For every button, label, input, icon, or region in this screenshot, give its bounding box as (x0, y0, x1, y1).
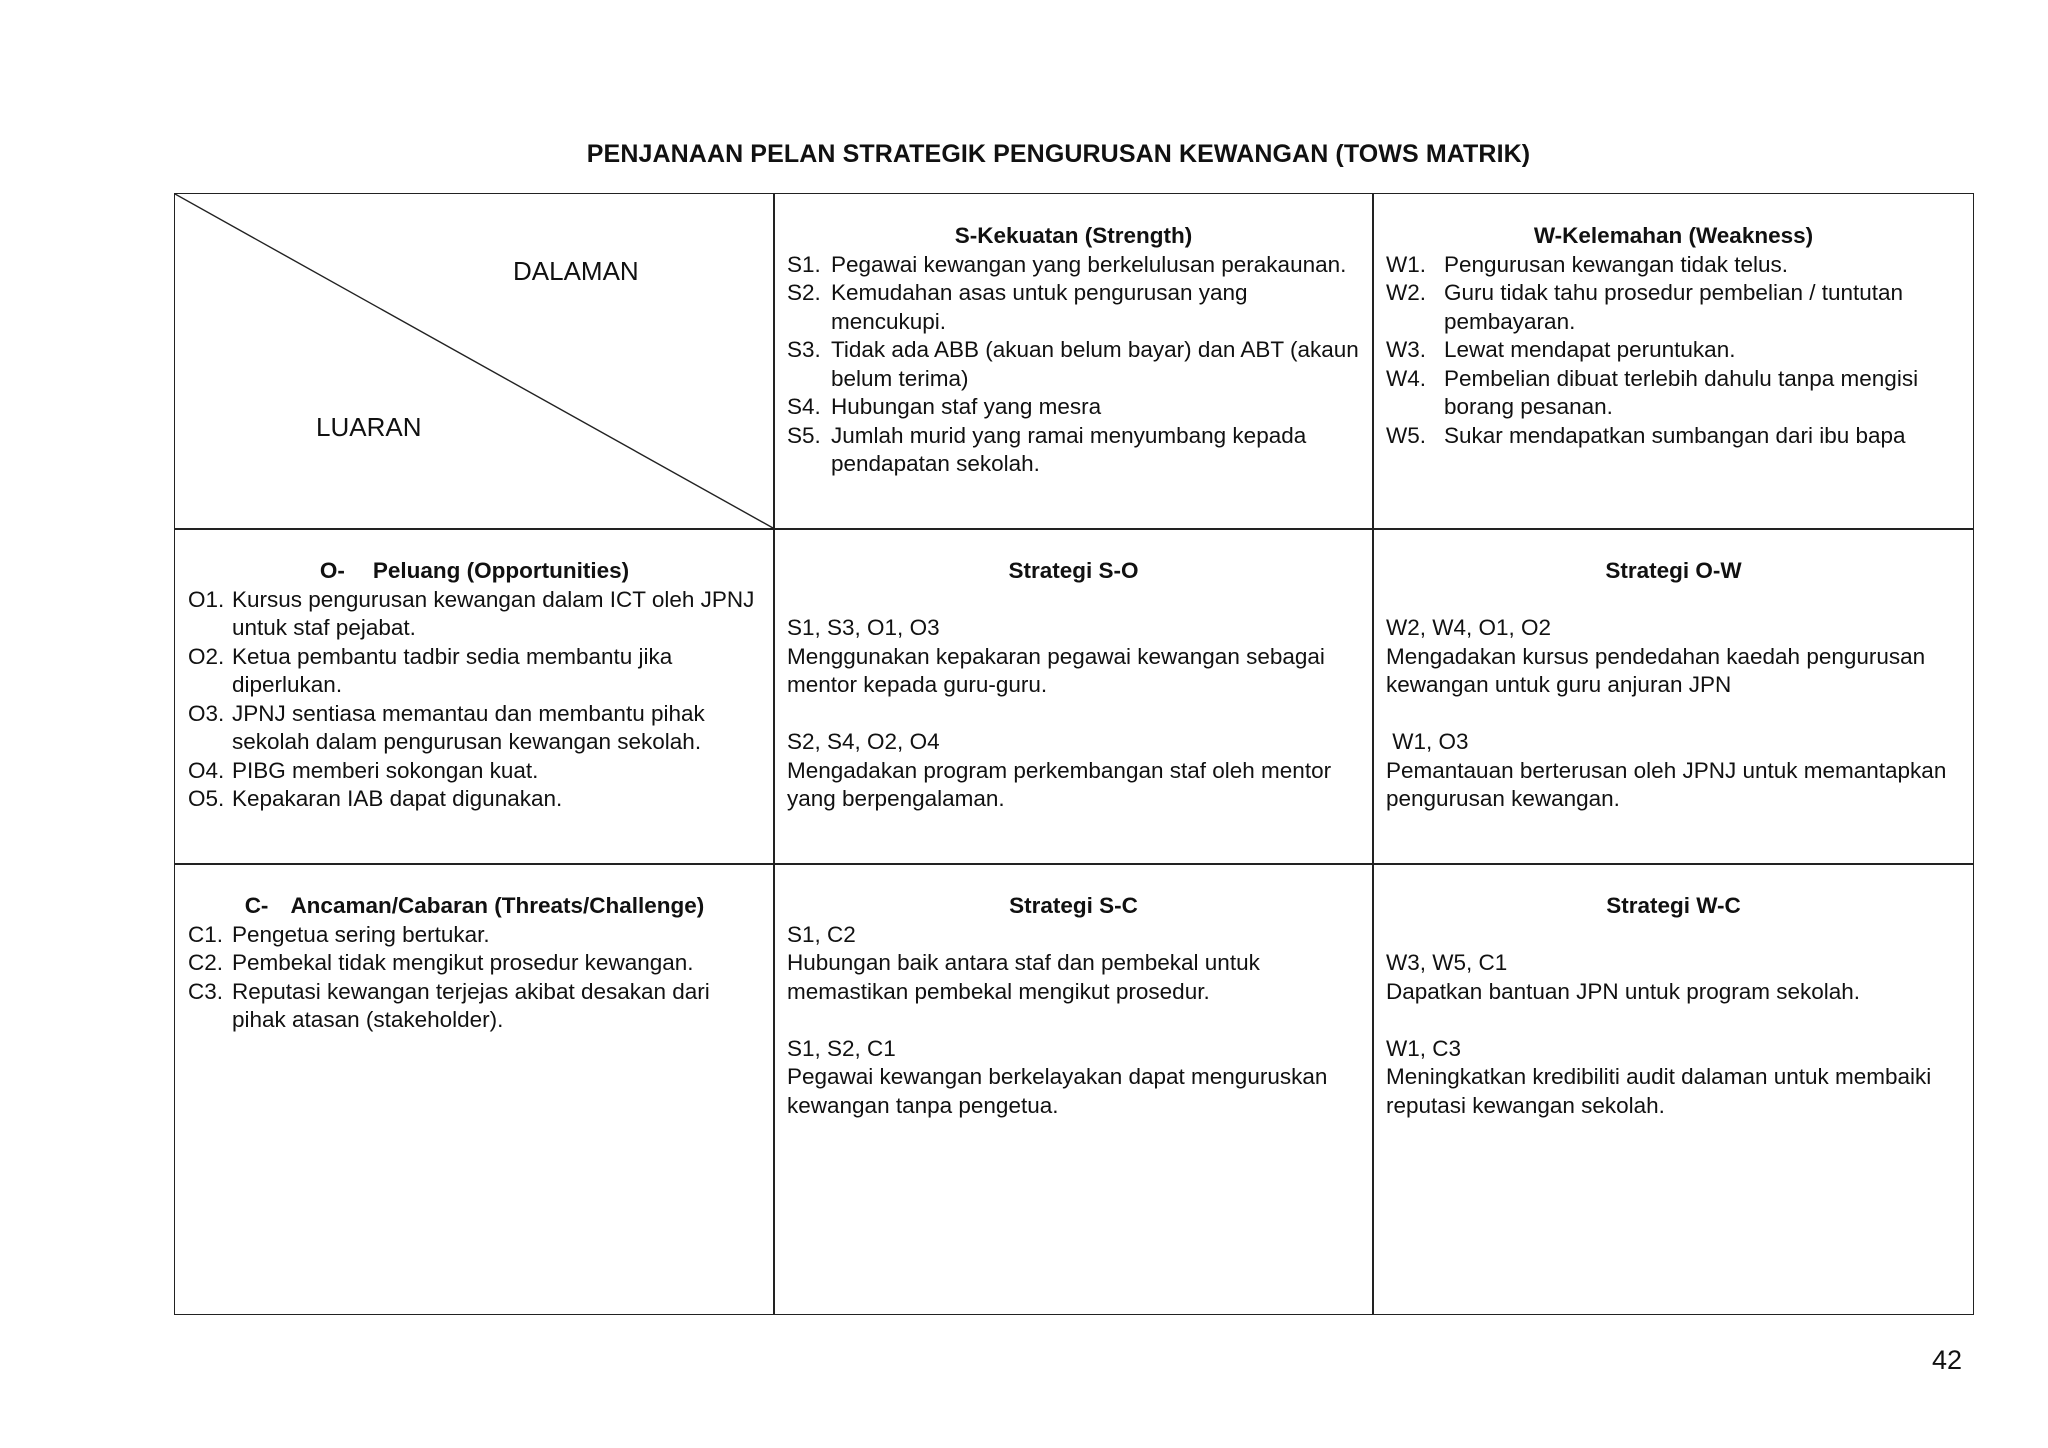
tows-matrix (174, 193, 1974, 1315)
weakness-item: W5. Sukar mendapatkan sumbangan dari ibu bapa (1386, 422, 1906, 448)
strategy-text: Menggunakan kepakaran pegawai kewangan sebagai mentor kepada guru-guru. (787, 643, 1325, 697)
strategy-text: Mengadakan program perkembangan staf oleh mentor yang berpengalaman. (787, 757, 1332, 811)
strategy-text: Pegawai kewangan berkelayakan dapat menguruskan kewangan tanpa pengetua. (787, 1064, 1328, 1118)
strength-item: S4. Hubungan staf yang mesra (787, 394, 1102, 419)
weakness-title: W-Kelemahan (Weakness) (1533, 223, 1814, 248)
strategy-ow-cell (1373, 529, 1973, 863)
strategy-text: Hubungan baik antara staf dan pembekal untuk memastikan pembekal mengikut prosedur. (787, 950, 1260, 1004)
threat-item: C2. Pembekal tidak mengikut prosedur kewangan. (188, 950, 694, 975)
strategy-refs: W1, O3 (1386, 729, 1469, 754)
opportunity-item: O1. Kursus pengurusan kewangan dalam ICT oleh JPNJ untuk staf pejabat. (188, 586, 755, 640)
strategy-refs: W2, W4, O1, O2 (1386, 615, 1552, 640)
strength-item: S3. Tidak ada ABB (akuan belum bayar) dan ABT (akaun belum terima) (787, 337, 1359, 391)
strength-item: S2. Kemudahan asas untuk pengurusan yang mencukupi. (787, 280, 1248, 334)
strategy-wc-cell (1373, 864, 1973, 1314)
weakness-item: W2. Guru tidak tahu prosedur pembelian / tuntutan pembayaran. (1386, 280, 1904, 334)
corner-cell (175, 194, 774, 529)
weakness-item: W4. Pembelian dibuat terlebih dahulu tanpa mengisi borang pesanan. (1386, 365, 1919, 419)
threats-cell (175, 864, 773, 1314)
strategy-refs: S2, S4, O2, O4 (787, 729, 940, 754)
corner-label-dalaman: DALAMAN (513, 256, 639, 286)
weakness-cell (1373, 194, 1973, 528)
strength-item: S5. Jumlah murid yang ramai menyumbang kepada pendapatan sekolah. (787, 422, 1307, 476)
strategy-text: Dapatkan bantuan JPN untuk program sekolah. (1386, 978, 1861, 1004)
strategy-text: Mengadakan kursus pendedahan kaedah pengurusan kewangan untuk guru anjuran JPN (1386, 643, 1926, 697)
threat-item: C1. Pengetua sering bertukar. (188, 921, 490, 947)
strategy-refs: W1, C3 (1386, 1035, 1462, 1061)
page-number: 42 (1931, 1345, 1962, 1375)
opportunities-title: O- Peluang (Opportunities) (319, 558, 630, 583)
weakness-item: W1. Pengurusan kewangan tidak telus. (1386, 251, 1788, 277)
strategy-sc-cell (774, 864, 1372, 1314)
weakness-item: W3. Lewat mendapat peruntukan. (1386, 337, 1736, 362)
strategy-text: Meningkatkan kredibiliti audit dalaman untuk membaiki reputasi kewangan sekolah. (1386, 1064, 1932, 1118)
strategy-refs: W3, W5, C1 (1386, 950, 1508, 975)
page-title: PENJANAAN PELAN STRATEGIK PENGURUSAN KEWANGAN (TOWS MATRIK) (586, 140, 1531, 168)
strategy-sc-title: Strategi S-C (1009, 893, 1138, 918)
opportunity-item: O3. JPNJ sentiasa memantau dan membantu pihak sekolah dalam pengurusan kewangan sekolah. (188, 700, 705, 754)
strategy-so-title: Strategi S-O (1008, 558, 1139, 583)
strategy-refs: S1, C2 (787, 921, 856, 947)
strength-cell (774, 194, 1372, 528)
strength-title: S-Kekuatan (Strength) (954, 223, 1193, 248)
opportunity-item: O5. Kepakaran IAB dapat digunakan. (188, 786, 563, 811)
strategy-refs: S1, S2, C1 (787, 1035, 896, 1061)
strategy-ow-title: Strategi O-W (1605, 558, 1742, 583)
threat-item: C3. Reputasi kewangan terjejas akibat desakan dari pihak atasan (stakeholder). (188, 978, 710, 1032)
strategy-text: Pemantauan berterusan oleh JPNJ untuk memantapkan pengurusan kewangan. (1386, 757, 1947, 811)
strength-item: S1. Pegawai kewangan yang berkelulusan perakaunan. (787, 251, 1347, 277)
opportunity-item: O2. Ketua pembantu tadbir sedia membantu jika diperlukan. (188, 643, 673, 697)
opportunities-cell (175, 529, 773, 863)
strategy-so-cell (774, 529, 1372, 863)
corner-label-luaran: LUARAN (316, 412, 422, 442)
opportunity-item: O4. PIBG memberi sokongan kuat. (188, 757, 539, 783)
corner-diagonal-line (175, 194, 774, 529)
strategy-refs: S1, S3, O1, O3 (787, 615, 940, 640)
strategy-wc-title: Strategi W-C (1606, 893, 1741, 918)
threats-title: C- Ancaman/Cabaran (Threats/Challenge) (244, 893, 705, 918)
